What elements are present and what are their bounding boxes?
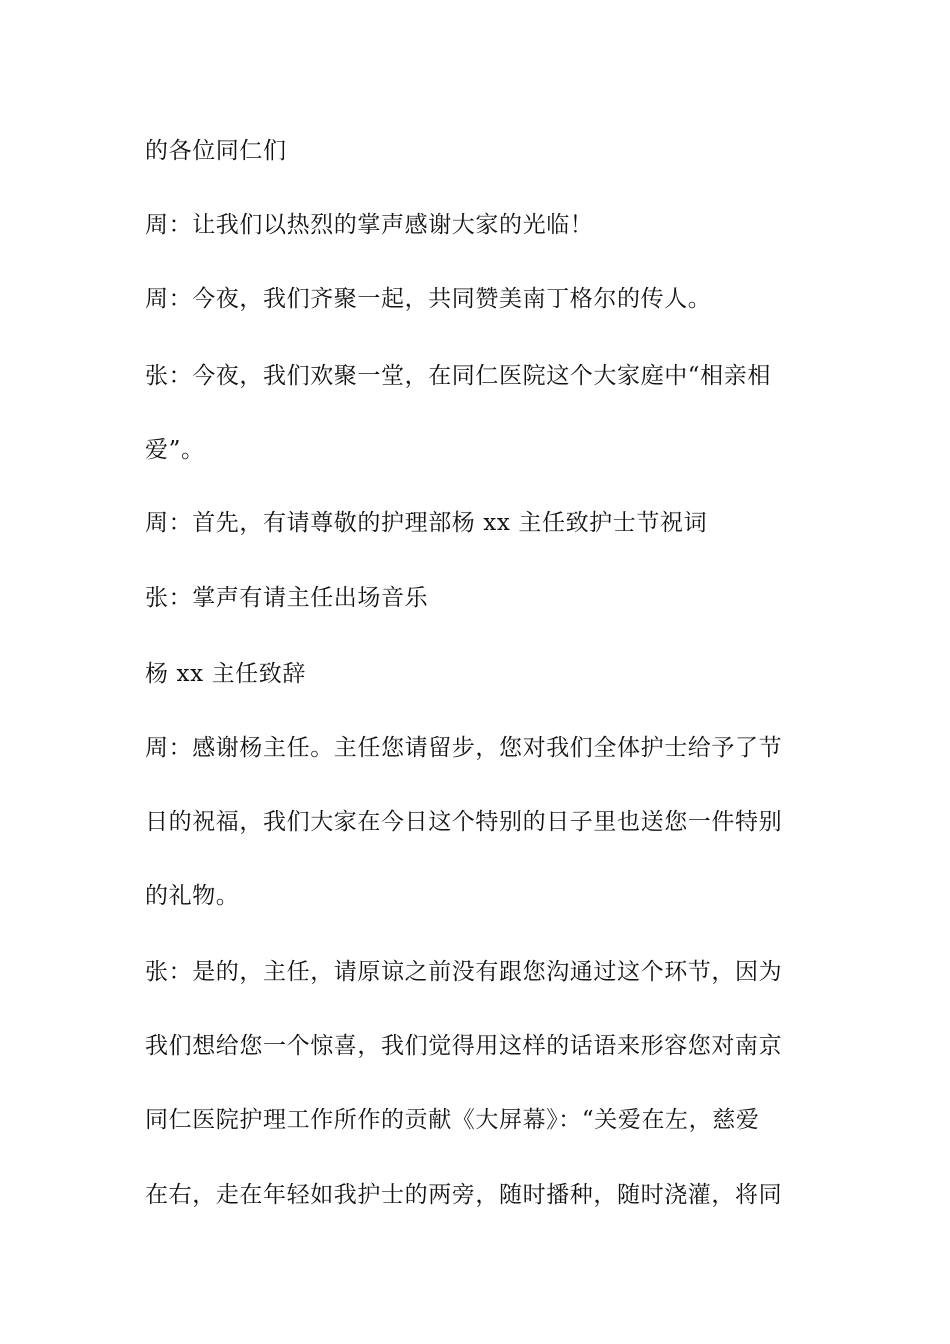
text-line: 周：今夜，我们齐聚一起，共同赞美南丁格尔的传人。 bbox=[145, 286, 712, 312]
text-line: 爱”。 bbox=[145, 437, 205, 463]
text-line: 的各位同仁们 bbox=[145, 138, 287, 164]
text-line: 张：掌声有请主任出场音乐 bbox=[145, 585, 429, 611]
text-line: 周：首先，有请尊敬的护理部杨 xx 主任致护士节祝词 bbox=[145, 510, 708, 536]
text-line: 张：是的，主任，请原谅之前没有跟您沟通过这个环节，因为 bbox=[145, 959, 783, 985]
text-line: 在右，走在年轻如我护士的两旁，随时播种，随时浇灌，将同 bbox=[145, 1182, 783, 1208]
text-line: 张：今夜，我们欢聚一堂，在同仁医院这个大家庭中“相亲相 bbox=[145, 363, 771, 389]
text-line: 周：感谢杨主任。主任您请留步，您对我们全体护士给予了节 bbox=[145, 735, 783, 761]
text-line: 周：让我们以热烈的掌声感谢大家的光临！ bbox=[145, 212, 594, 238]
text-line: 的礼物。 bbox=[145, 883, 240, 909]
text-line: 我们想给您一个惊喜，我们觉得用这样的话语来形容您对南京 bbox=[145, 1033, 783, 1059]
text-line: 同仁医院护理工作所作的贡献《大屏幕》：“关爱在左，慈爱 bbox=[145, 1107, 760, 1133]
text-line: 日的祝福，我们大家在今日这个特别的日子里也送您一件特别 bbox=[145, 809, 783, 835]
text-line: 杨 xx 主任致辞 bbox=[145, 661, 306, 687]
